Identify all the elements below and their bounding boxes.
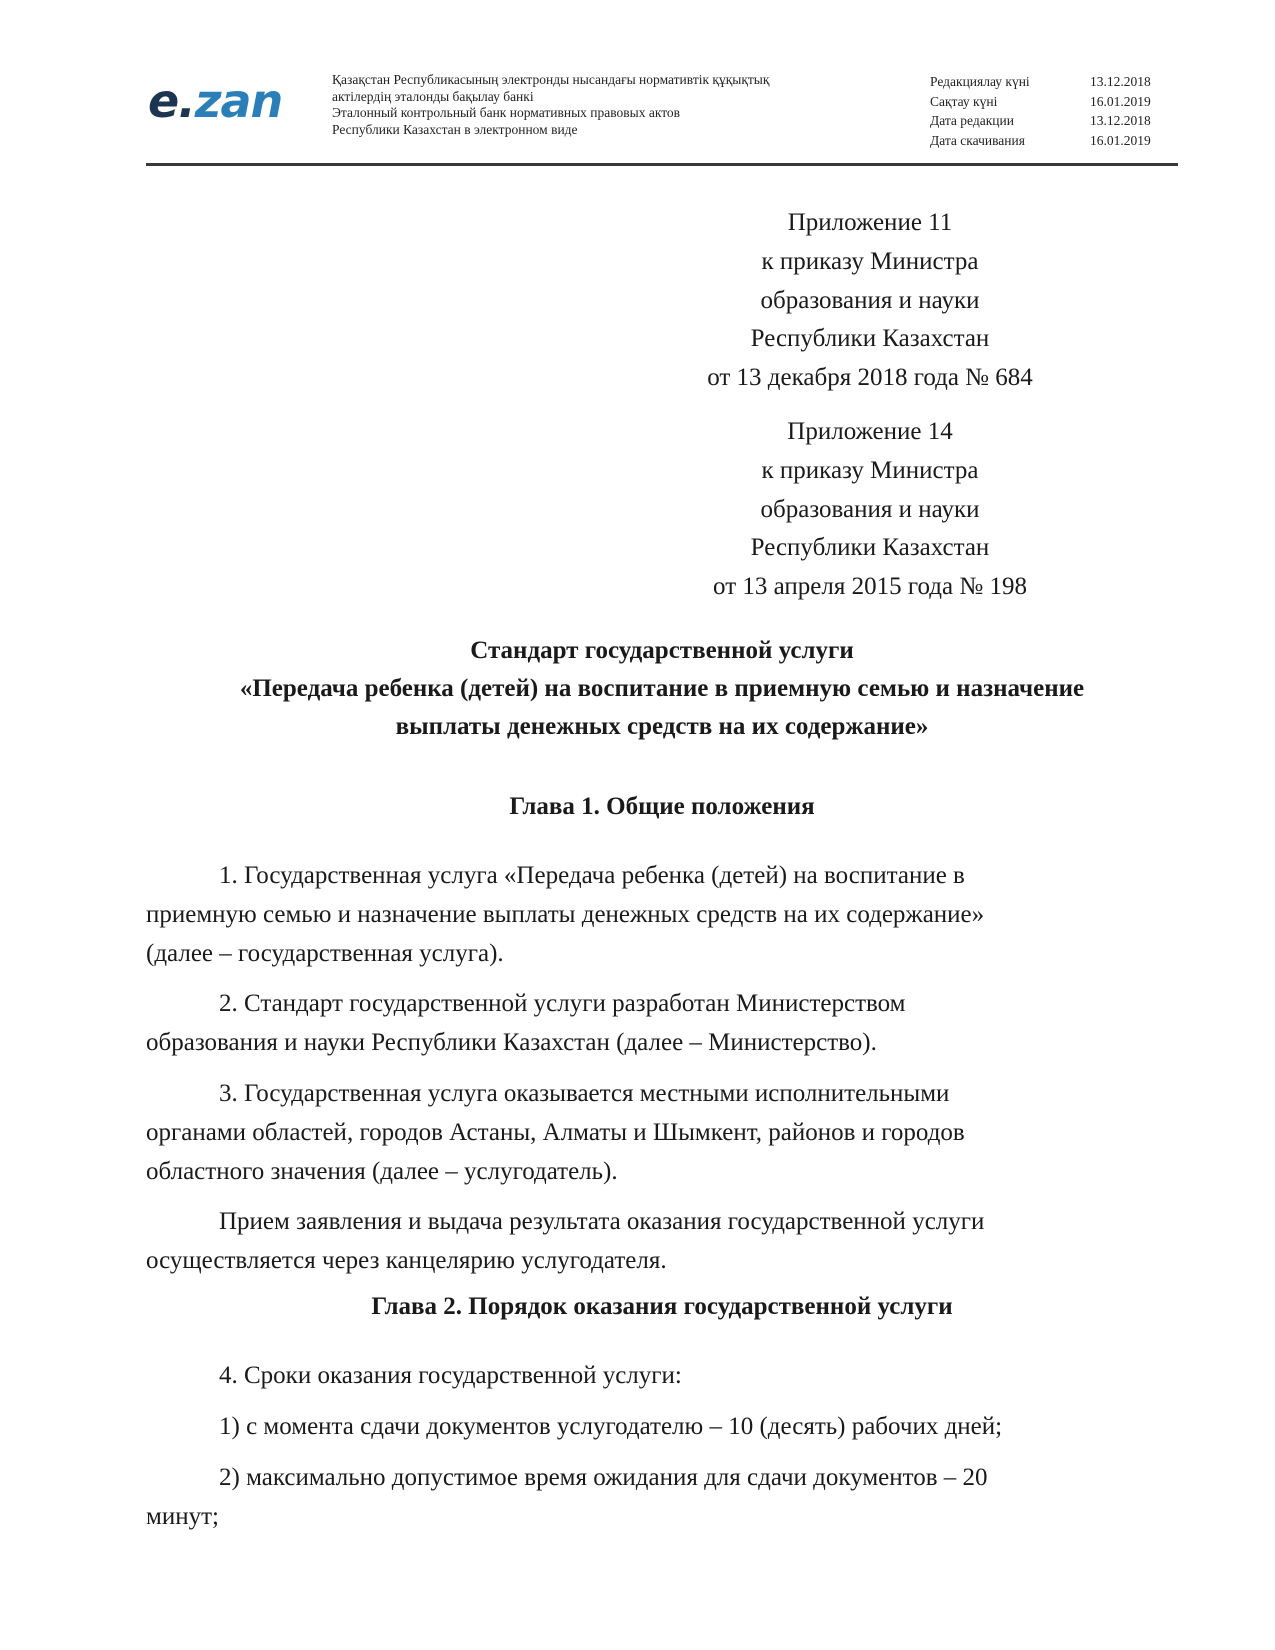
appendix-line: к приказу Министра [761, 247, 979, 275]
logo-part-1: e. [148, 74, 195, 128]
paragraph-line: областного значения (далее – услугодатель). [146, 1157, 618, 1185]
paragraph-line: 1) с момента сдачи документов услугодателю – 10 (десять) рабочих дней; [219, 1413, 1003, 1440]
appendix-line: от 13 декабря 2018 года № 684 [707, 364, 1033, 392]
paragraph-line: приемную семью и назначение выплаты денежных средств на их содержание» [146, 900, 985, 928]
appendix-line: Республики Казахстан [750, 325, 990, 353]
meta-row [930, 72, 1170, 92]
paragraph-line: осуществляется через канцелярию услугодателя. [146, 1246, 667, 1274]
appendix-line: Республики Казахстан [750, 534, 990, 562]
meta-value: 16.01.2019 [1090, 93, 1151, 109]
meta-label: Дата редакции [930, 113, 1014, 128]
appendix-line: образования и науки [760, 286, 980, 314]
chapter-1-heading: Глава 1. Общие положения [509, 793, 815, 820]
chapter-2-heading: Глава 2. Порядок оказания государственной услуги [371, 1293, 953, 1320]
meta-label: Редакциялау күні [930, 74, 1030, 89]
edition-dates-table [930, 72, 1170, 150]
appendix-line: от 13 апреля 2015 года № 198 [713, 573, 1027, 601]
meta-value: 13.12.2018 [1090, 113, 1151, 128]
title-line: Стандарт государственной услуги [470, 637, 854, 664]
paragraph-line: 2) максимально допустимое время ожидания для сдачи документов – 20 [219, 1464, 988, 1491]
paragraph-6 [146, 1408, 1186, 1447]
header-divider [146, 163, 1178, 166]
title-line: «Передача ребенка (детей) на воспитание в приемную семью и назначение [239, 675, 1085, 702]
paragraph-1 [146, 857, 1186, 973]
paragraph-7 [146, 1459, 1186, 1537]
meta-label: Сақтау күні [930, 93, 998, 109]
paragraph-line: 3. Государственная услуга оказывается местными исполнительными [219, 1080, 950, 1107]
paragraph-line: органами областей, городов Астаны, Алматы и Шымкент, районов и городов [146, 1118, 965, 1146]
source-line: Қазақстан Республикасының электронды нысандағы нормативтік құқықтық [332, 72, 770, 87]
source-line: актілердің эталонды бақылау банкі [332, 88, 534, 104]
document-title [146, 632, 1178, 746]
paragraph-line: минут; [146, 1502, 219, 1530]
paragraph-line: 1. Государственная услуга «Передача ребенка (детей) на воспитание в [219, 862, 965, 889]
paragraph-line: образования и науки Республики Казахстан (далее – Министерство). [146, 1028, 877, 1056]
paragraph-line: 4. Сроки оказания государственной услуги: [219, 1362, 682, 1389]
appendix-block-2 [640, 413, 1100, 607]
source-line: Республики Казахстан в электронном виде [332, 121, 578, 137]
title-line: выплаты денежных средств на их содержание» [395, 713, 929, 740]
appendix-line: к приказу Министра [761, 456, 979, 484]
meta-value: 16.01.2019 [1090, 132, 1151, 148]
paragraph-2 [146, 985, 1186, 1063]
paragraph-line: Прием заявления и выдача результата оказания государственной услуги [219, 1208, 985, 1235]
source-description [332, 72, 892, 138]
paragraph-5 [146, 1357, 1186, 1396]
source-line: Эталонный контрольный банк нормативных правовых актов [332, 105, 681, 120]
paragraph-3 [146, 1075, 1186, 1191]
appendix-line: образования и науки [760, 495, 980, 523]
paragraph-line: 2. Стандарт государственной услуги разработан Министерством [219, 990, 906, 1017]
paragraph-line: (далее – государственная услуга). [146, 939, 504, 967]
meta-label: Дата скачивания [930, 132, 1025, 148]
paragraph-4 [146, 1203, 1186, 1281]
appendix-line: Приложение 11 [787, 209, 953, 236]
meta-row [930, 131, 1170, 151]
meta-row [930, 92, 1170, 112]
ezan-logo [148, 74, 283, 128]
appendix-block-1 [640, 204, 1100, 398]
appendix-line: Приложение 14 [787, 418, 953, 445]
meta-value: 13.12.2018 [1090, 74, 1151, 89]
meta-row [930, 111, 1170, 131]
logo-part-2: zan [194, 74, 283, 128]
